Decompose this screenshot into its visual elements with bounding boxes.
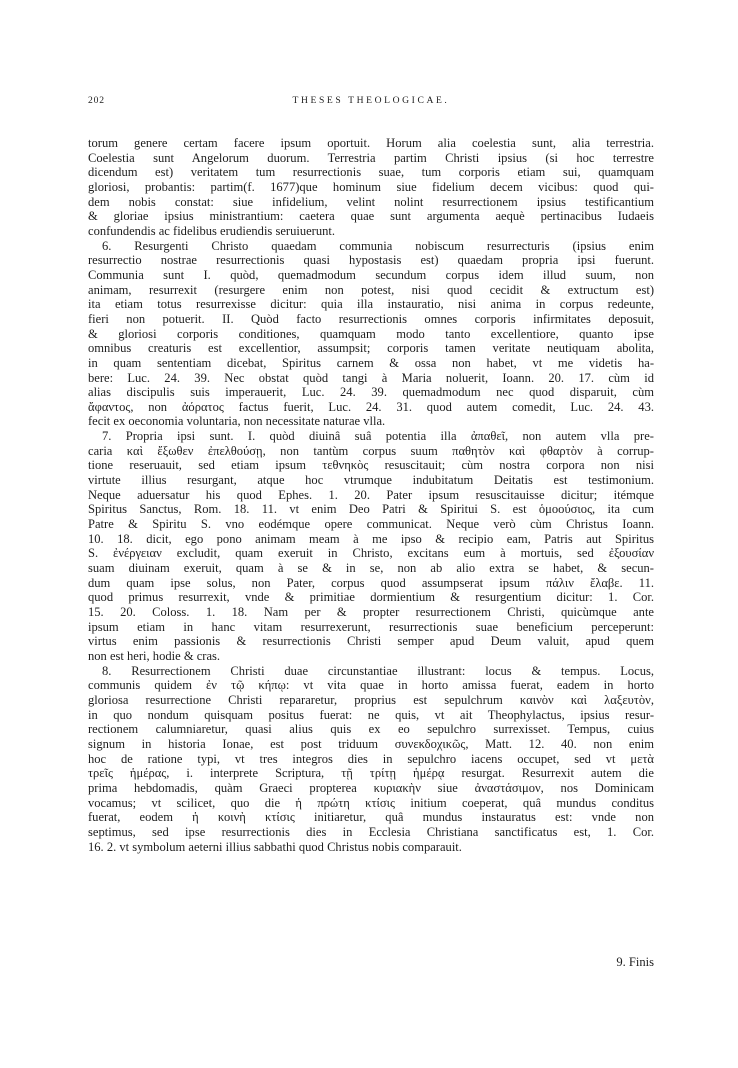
catchword: 9. Finis: [616, 955, 654, 969]
text-line: communis quidem ἐν τῷ κήπῳ: vt vita quae in horto amissa fuerat, eadem in horto: [88, 678, 654, 693]
text-line: gloriosa resurrectione Christi repararetur, proprius est sepulchrum καινὸν καὶ λαξευτὸν,: [88, 692, 654, 707]
text-line: signum in historia Ionae, est post triduum συνεκδοχικῶς, Matt. 12. 40. non enim: [88, 736, 654, 751]
text-line: resurrectio nostrae resurrectionis quasi hypostasis est) quaedam propria ipsi fuerunt.: [88, 253, 654, 268]
text-line: 16. 2. vt symbolum aeterni illius sabbathi quod Christus nobis comparauit.: [88, 839, 462, 854]
text-line: dicendum est) veritatem tum resurrectionis suae, tum corporis etiam sui, quamquam: [88, 165, 654, 180]
text-line: suam diuinam exeruit, quam à se & in se, non ab alio extra se habet, & secun-: [88, 561, 654, 576]
text-line: in quo nondum quisquam positus fuerat: ne quis, vt ait Theophylactus, ipsius resur-: [88, 707, 654, 722]
text-line: Communia sunt I. quòd, quemadmodum secundum corpus idem illud suum, non: [88, 267, 654, 282]
text-line: Spiritus Sanctus, Rom. 18. 11. vt enim Deo Patri & Spiritui S. est ὁμοούσιος, ita cum: [88, 502, 654, 517]
text-line: prima hebdomadis, quàm Graeci propterea κυριακὴν siue ἀναστάσιμον, nos Dominicam: [88, 780, 654, 795]
text-line: & gloriosi corporis conditiones, quamquam modo tanto excellentiore, quanto ipse: [88, 326, 654, 341]
text-line: Coelestia sunt Angelorum duorum. Terrestria partim Christi ipsius (si hoc terrestre: [88, 150, 654, 165]
body-text: [88, 136, 654, 854]
text-line: caria καὶ ἔξωθεν ἐπελθούσῃ, non tantùm corpus suum παθητὸν καὶ φθαρτὸν à corrup-: [88, 443, 654, 458]
text-line: bere: Luc. 24. 39. Nec obstat quòd tangi à Maria noluerit, Ioann. 20. 17. cùm id: [88, 370, 654, 385]
text-line: confundendis ac fidelibus erudiendis seruiuerunt.: [88, 223, 336, 238]
text-line: dum quam ipse solus, non Pater, corpus quod assumpserat ipsum πάλιν ἔλαβε. 11.: [88, 575, 654, 590]
text-line: ita etiam totus resurrexisse dicitur: quia illa instauratio, nisi anima in corpus redeunte,: [88, 297, 654, 312]
running-title: THESES THEOLOGICAE.: [292, 95, 450, 106]
text-line: ipsum etiam in hanc vitam resurrexerunt, resurrectionis suae beneficium perceperunt:: [88, 619, 654, 634]
text-line: quod primus resurrexit, vnde & primitiae dormientium & resurgentium dicitur: 1. Cor.: [88, 590, 654, 605]
text-line: Patre & Spiritu S. vno eodémque opere communicat. Neque verò cùm Christus Ioann.: [88, 517, 654, 532]
text-line: 15. 20. Coloss. 1. 18. Nam per & propter resurrectionem Christi, quicùmque ante: [88, 605, 654, 619]
text-line: hoc de ratione typi, vt tres integros dies in sepulchro iacens occupet, sed vt μετὰ: [88, 751, 654, 766]
text-line: fecit ex oeconomia voluntaria, non necessitate naturae vlla.: [88, 414, 386, 429]
text-line: alias discipulis suis imperauerit, Luc. 24. 39. quemadmodum nec quod disparuit, cùm: [88, 385, 654, 400]
text-line: septimus, sed ipse resurrectionis dies in Ecclesia Christiana sanctificatus est, 1. Cor.: [88, 824, 654, 839]
text-line: animam, resurrexit (resurgere enim non potest, nisi quod cecidit & extructum est): [88, 282, 654, 297]
text-line: rectionem calumniaretur, quasi alius quis ex eo sepulchro surrexisset. Tempus, cuius: [88, 722, 654, 737]
paragraph-6-start: 6. Resurgenti Christo quaedam communia nobiscum resurrecturis (ipsius enim: [102, 238, 654, 253]
text-line: virtute illius resurgant, atque hoc vtrumque indubitatum Deitatis est testimonium.: [88, 473, 654, 488]
text-line: vocamus; vt scilicet, quo die ἡ πρώτη κτίσις initium coeperat, quâ mundus conditus: [88, 795, 654, 810]
text-line: 10. 18. dicit, ego pono animam meam à me ipso & recipio eam, Patris aut Spiritus: [88, 531, 654, 546]
text-line: in quam sententiam dicebat, Spiritus carnem & ossa non habet, vt me videtis ha-: [88, 355, 654, 370]
text-line: dem nobis constat: siue infidelium, velint nolint resurrectionem ipsius testificantium: [88, 194, 654, 209]
page-number: 202: [88, 95, 105, 106]
text-line: tione reseruauit, sed etiam ipsum τεθνηκὸς resuscitauit; cùm nostra corpora non nisi: [88, 458, 654, 473]
paragraph-7-start: 7. Propria ipsi sunt. I. quòd diuinâ suâ potentia illa ἀπαθεῖ, non autem vlla pre-: [102, 429, 654, 444]
text-line: non est heri, hodie & cras.: [88, 648, 221, 663]
text-line: fuerat, eodem ἡ κοινὴ κτίσις initiaretur, quâ mundus instauratus est: vnde non: [88, 810, 654, 825]
paragraph-8-start: 8. Resurrectionem Christi duae circunstantiae illustrant: locus & tempus. Locus,: [102, 663, 654, 678]
text-line: S. ἐνέργειαν excludit, quam exeruit in Christo, excitans eum à mortuis, sed ἐξουσίαν: [88, 546, 654, 561]
text-line: fieri non potuerit. II. Quòd facto resurrectionis omnes corporis infirmitates deposuit,: [88, 311, 654, 326]
running-head: [88, 95, 654, 111]
text-line: Neque aduersatur his quod Ephes. 1. 20. Pater ipsum resuscitauisse dicitur; itémque: [88, 487, 654, 502]
text-line: torum genere certam facere ipsum oportuit. Horum alia coelestia sunt, alia terrestria.: [88, 136, 654, 150]
text-line: & gloriae ipsius ministrantium: caetera quae sunt argumenta aequè pertinacibus Iudaeis: [88, 209, 654, 224]
text-line: omnibus creaturis est excellentior, assumpsit; corporis tamen veritate neutiquam abolita,: [88, 341, 654, 356]
text-line: virtus enim passionis & resurrectionis Christi semper apud Deum valuit, apud quem: [88, 634, 654, 649]
text-line: gloriosi, probantis: partim(f. 1677)que hominum siue fidelium decem vicibus: quod qui-: [88, 179, 654, 194]
text-line: τρεῖς ἡμέρας, i. interprete Scriptura, τῇ τρίτῃ ἡμέρᾳ resurgat. Resurrexit autem die: [88, 766, 654, 781]
text-line: ἄφαντος, non ἀόρατος factus fuerit, Luc. 24. 31. quod autem comedit, Luc. 24. 43.: [88, 399, 654, 414]
